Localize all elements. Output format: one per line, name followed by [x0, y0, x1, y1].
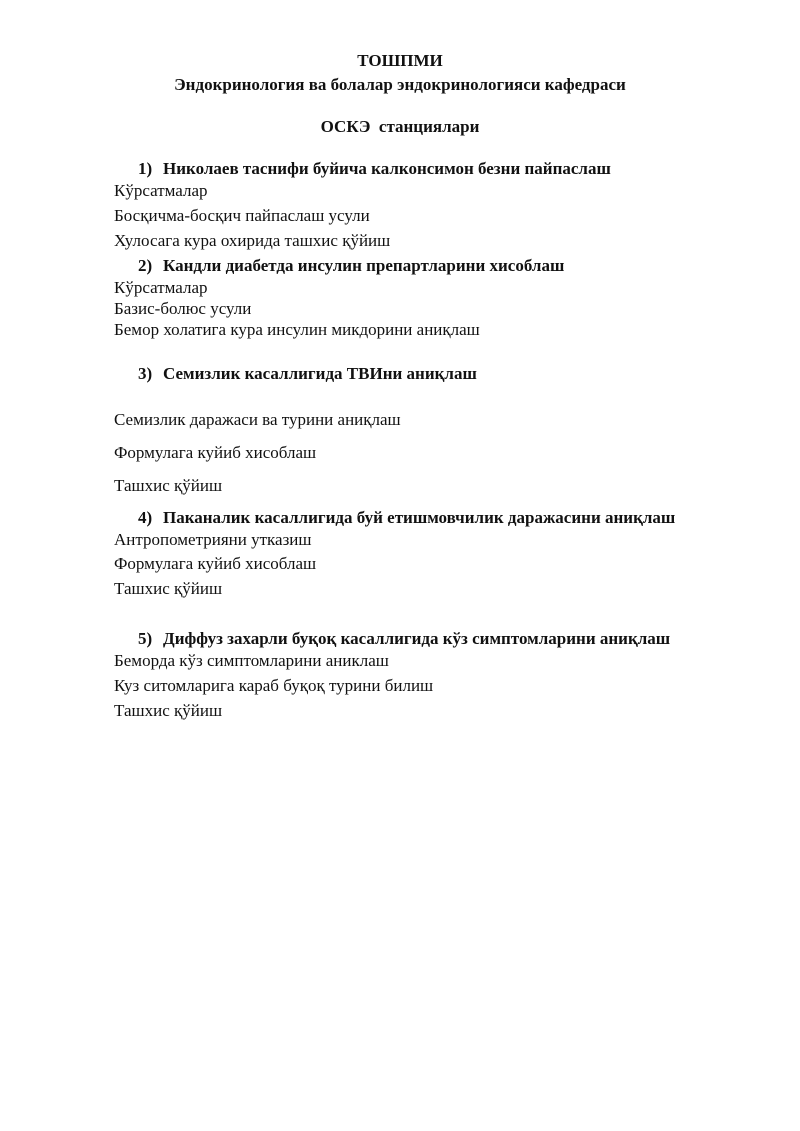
- station-4-item-3: Ташхис қўйиш: [114, 579, 223, 598]
- station-4-item-2: Формулага куйиб хисоблаш: [114, 554, 317, 573]
- page-title: ОСКЭ станциялари: [320, 117, 480, 136]
- station-2-number: 2): [138, 256, 153, 275]
- station-4-heading: [138, 508, 675, 528]
- station-1-item-2: Босқичма-босқич пайпаслаш усули: [114, 206, 370, 225]
- station-3-item-3: Ташхис қўйиш: [114, 476, 223, 495]
- station-3-number: 3): [138, 364, 153, 383]
- station-2-title: Кандли диабетда инсулин препартларини хисоблаш: [163, 256, 565, 275]
- station-4-number: 4): [138, 508, 153, 527]
- station-3-title: Семизлик касаллигида ТВИни аниқлаш: [163, 364, 477, 383]
- station-5-item-2: Куз ситомларига караб буқоқ турини билиш: [114, 676, 434, 695]
- station-1-item-1: Кўрсатмалар: [114, 181, 208, 200]
- department-title: Эндокринология ва болалар эндокринологияси кафедраси: [174, 75, 626, 94]
- station-1-item-3: Хулосага кура охирида ташхис қўйиш: [114, 231, 391, 250]
- station-1-heading: [138, 159, 611, 179]
- station-3-heading: [138, 364, 477, 384]
- station-5-item-3: Ташхис қўйиш: [114, 701, 223, 720]
- station-4-title: Паканалик касаллигида буй етишмовчилик даражасини аниқлаш: [163, 508, 676, 527]
- station-1-number: 1): [138, 159, 153, 178]
- station-3-item-1: Семизлик даражаси ва турини аниқлаш: [114, 410, 401, 429]
- station-1-title: Николаев таснифи буйича калконсимон безни пайпаслаш: [163, 159, 611, 178]
- station-5-item-1: Беморда кўз симптомларини аниклаш: [114, 651, 389, 670]
- station-5-number: 5): [138, 629, 153, 648]
- institution-title: ТОШПМИ: [357, 51, 443, 70]
- station-4-item-1: Антропометрияни утказиш: [114, 530, 312, 549]
- station-2-item-2: Базис-болюс усули: [114, 299, 252, 318]
- station-5-heading: [138, 629, 670, 649]
- station-3-item-2: Формулага куйиб хисоблаш: [114, 443, 317, 462]
- station-2-item-1: Кўрсатмалар: [114, 278, 208, 297]
- station-2-heading: [138, 256, 564, 276]
- station-2-item-3: Бемор холатига кура инсулин микдорини аниқлаш: [114, 320, 480, 339]
- station-5-title: Диффуз захарли буқоқ касаллигида кўз симптомларини аниқлаш: [163, 629, 671, 648]
